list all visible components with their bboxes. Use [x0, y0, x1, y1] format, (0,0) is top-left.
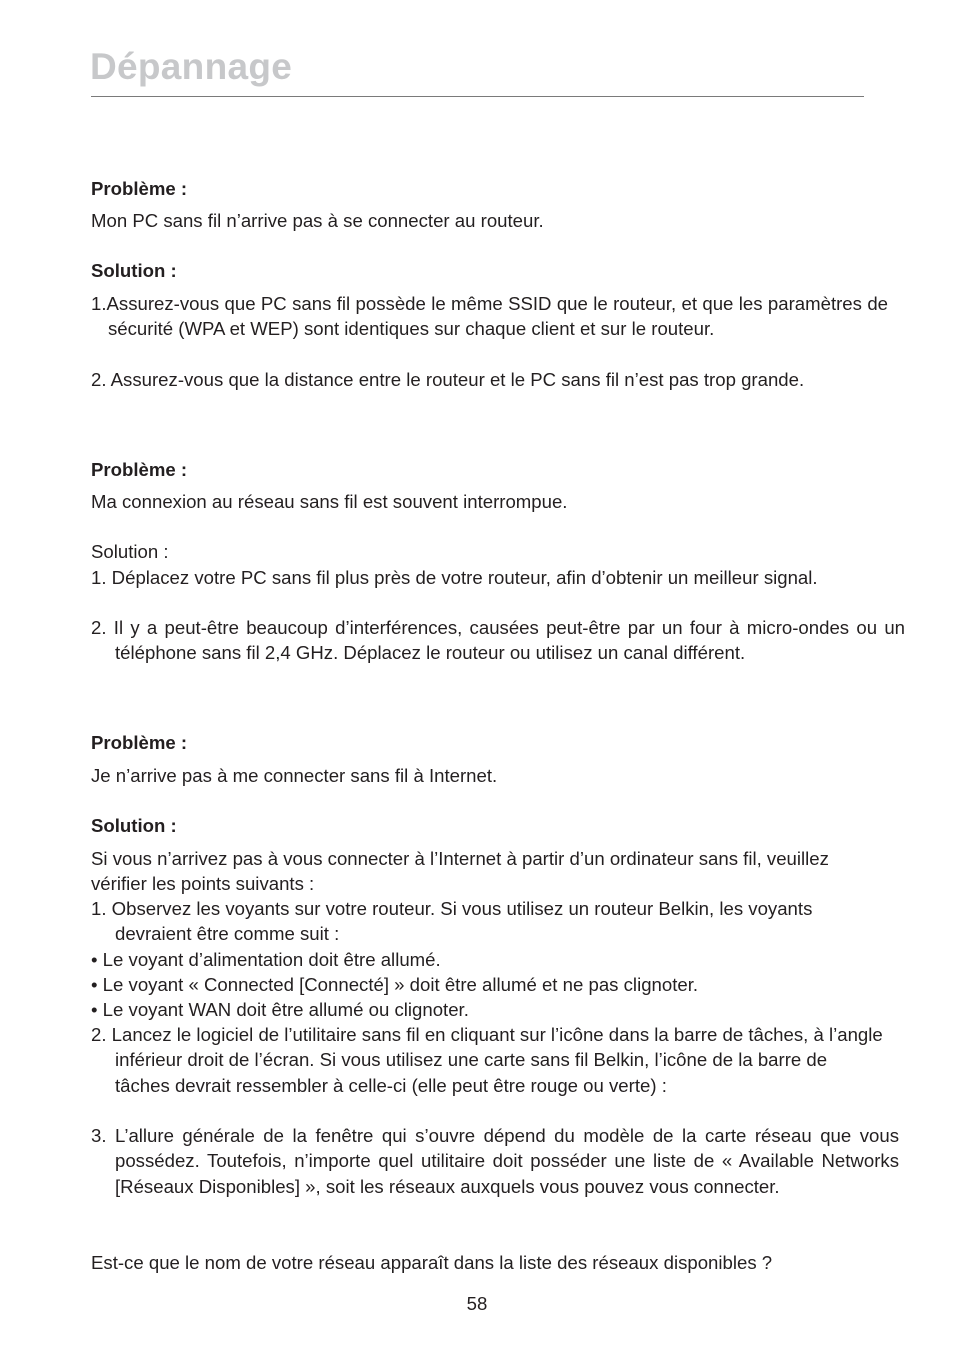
list-item: 1. Déplacez votre PC sans fil plus près de votre routeur, afin d’obtenir un meilleur signal. — [91, 567, 818, 588]
problem-heading: Problème : — [91, 459, 188, 480]
list-item: 2. Lancez le logiciel de l’utilitaire sans fil en cliquant sur l’icône dans la barre de tâches, à l’angle inférieur droit de l’écran. Si vous utilisez une carte sans fil Belkin, l’icône de la barre de tâches devrait ressembler à celle-ci (elle peut être rouge ou verte) : — [91, 1024, 883, 1096]
page-number: 58 — [466, 1293, 488, 1314]
problem-heading: Problème : — [91, 732, 188, 753]
problem-text: Mon PC sans fil n’arrive pas à se connecter au routeur. — [91, 210, 544, 231]
list-item: 3. L’allure générale de la fenêtre qui s’ouvre dépend du modèle de la carte réseau que vous possédez. Toutefois, n’importe quel utilitaire doit posséder une liste de « Available Networks [Réseaux Disponibles] », soit les réseaux auxquels vous pouvez vous connecter. — [91, 1125, 899, 1197]
closing-question: Est-ce que le nom de votre réseau apparaît dans la liste des réseaux disponibles ? — [91, 1252, 773, 1273]
problem-text: Je n’arrive pas à me connecter sans fil à Internet. — [91, 765, 498, 786]
page-title: Dépannage — [90, 46, 293, 87]
list-item: 2. Il y a peut-être beaucoup d’interférences, causées peut-être par un four à micro-ondes ou un téléphone sans fil 2,4 GHz. Déplacez le routeur ou utilisez un canal différent. — [91, 617, 905, 664]
solution-heading: Solution : — [91, 260, 177, 281]
list-item: 1. Observez les voyants sur votre routeur. Si vous utilisez un routeur Belkin, les voyants devraient être comme suit : — [91, 898, 813, 945]
solution-intro: Si vous n’arrivez pas à vous connecter à l’Internet à partir d’un ordinateur sans fil, veuillez vérifier les points suivants : — [91, 848, 829, 895]
list-item: 2. Assurez-vous que la distance entre le routeur et le PC sans fil n’est pas trop grande. — [91, 369, 805, 390]
problem-heading: Problème : — [91, 178, 188, 199]
list-item: • Le voyant « Connected [Connecté] » doit être allumé et ne pas clignoter. — [91, 974, 699, 995]
problem-text: Ma connexion au réseau sans fil est souvent interrompue. — [91, 491, 568, 512]
solution-heading: Solution : — [91, 541, 169, 562]
solution-heading: Solution : — [91, 815, 177, 836]
title-divider — [91, 96, 864, 97]
list-item: 1.Assurez-vous que PC sans fil possède le même SSID que le routeur, et que les paramètres de sécurité (WPA et WEP) sont identiques sur chaque client et sur le routeur. — [91, 293, 888, 340]
list-item: • Le voyant WAN doit être allumé ou clignoter. — [91, 999, 469, 1020]
list-item: • Le voyant d’alimentation doit être allumé. — [91, 949, 441, 970]
